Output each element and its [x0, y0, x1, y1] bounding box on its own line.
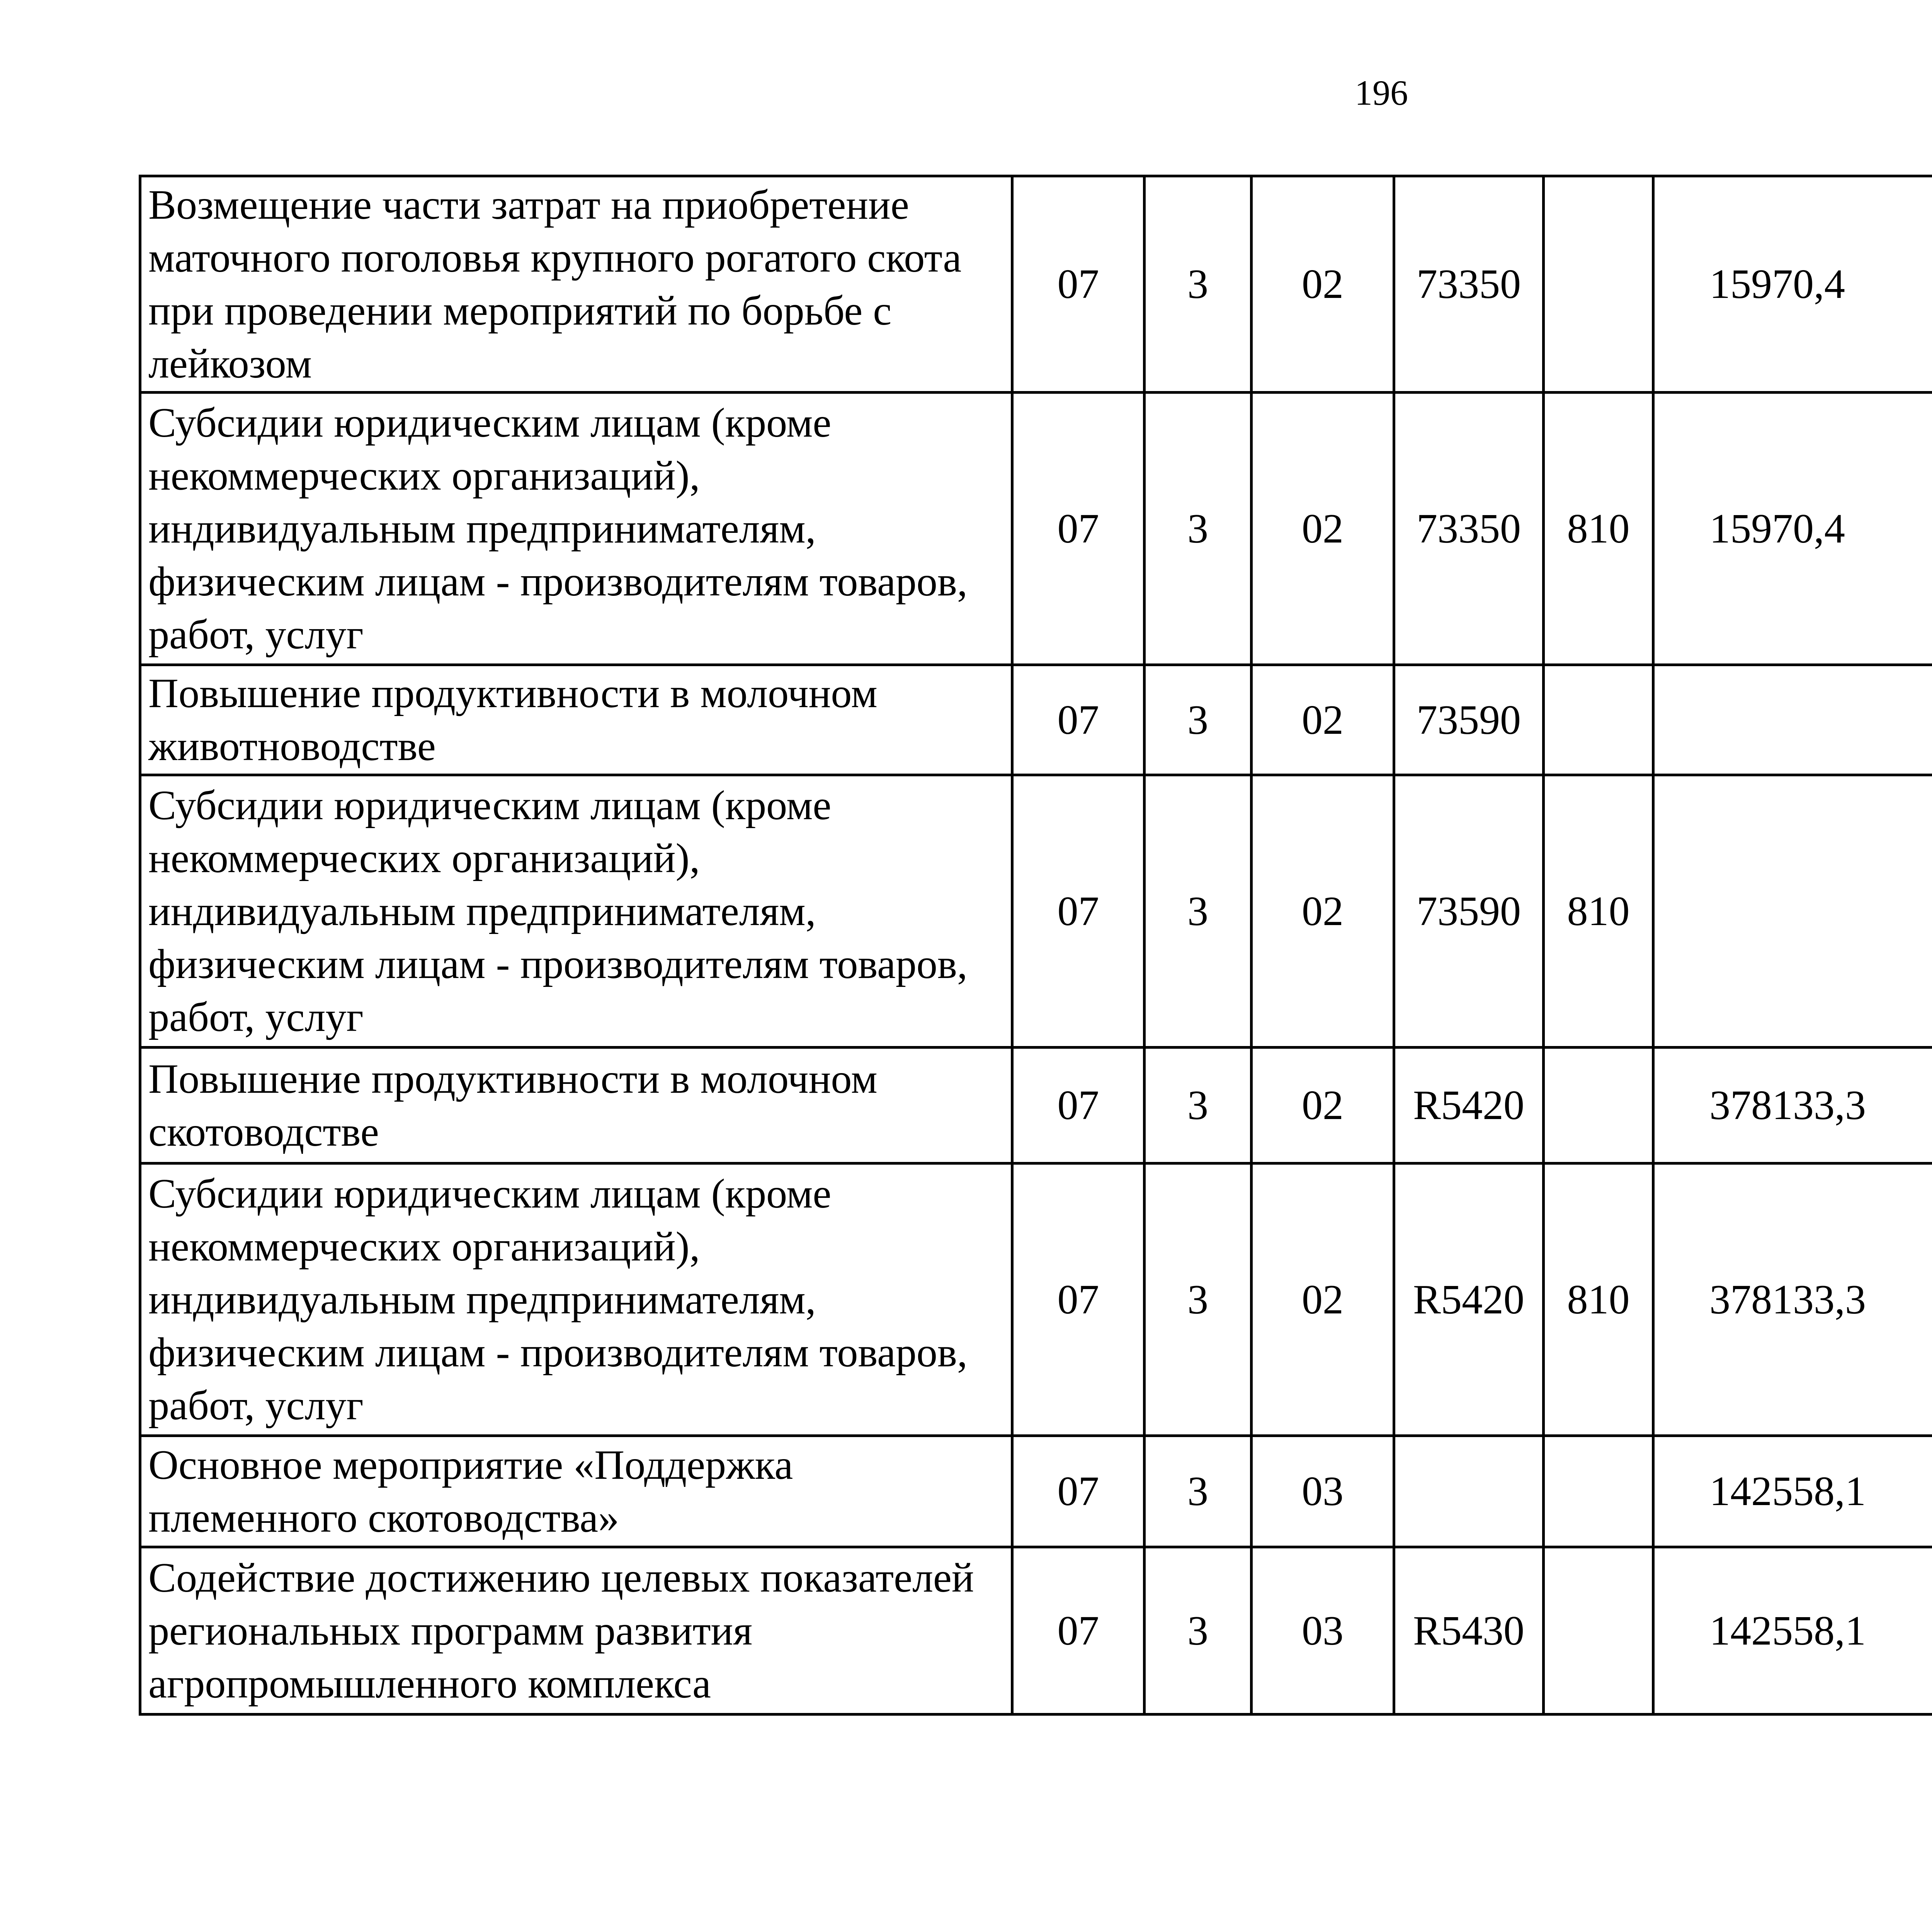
row-name: Субсидии юридическим лицам (кроме некоммерческих организаций), индивидуальным предпринимателям, физическим лицам - производителям товаров, работ, услуг: [140, 1163, 1012, 1436]
subprogram-code: 02: [1252, 1048, 1394, 1163]
subprogram-code: 02: [1252, 1163, 1394, 1436]
expense-type-code: 810: [1544, 1163, 1653, 1436]
table-row: [140, 1163, 1932, 1436]
row-name: Возмещение части затрат на приобретение маточного поголовья крупного рогатого скота при проведении мероприятий по борьбе с лейкозом: [140, 176, 1012, 393]
target-code: R5420: [1394, 1048, 1544, 1163]
row-name: Субсидии юридическим лицам (кроме некоммерческих организаций), индивидуальным предпринимателям, физическим лицам - производителям товаров, работ, услуг: [140, 393, 1012, 665]
expense-type-code: 810: [1544, 393, 1653, 665]
target-code: R5430: [1394, 1547, 1544, 1715]
table-row: [140, 176, 1932, 393]
subprogram-code: 03: [1252, 1547, 1394, 1715]
table-row: [140, 1436, 1932, 1547]
section-code: 07: [1012, 1547, 1145, 1715]
expense-type-code: [1544, 176, 1653, 393]
page-number: 196: [1355, 73, 1408, 112]
target-code: 73350: [1394, 176, 1544, 393]
row-name: Субсидии юридическим лицам (кроме некоммерческих организаций), индивидуальным предпринимателям, физическим лицам - производителям товаров, работ, услуг: [140, 775, 1012, 1048]
program-code: 3: [1145, 1436, 1252, 1547]
row-name: Повышение продуктивности в молочном скотоводстве: [140, 1048, 1012, 1163]
amount-1: [1653, 775, 1932, 1048]
budget-table: [139, 175, 1932, 1716]
section-code: 07: [1012, 176, 1145, 393]
expense-type-code: [1544, 665, 1653, 775]
program-code: 3: [1145, 393, 1252, 665]
amount-1: 142558,1: [1653, 1436, 1932, 1547]
table-row: [140, 393, 1932, 665]
target-code: 73350: [1394, 393, 1544, 665]
section-code: 07: [1012, 1048, 1145, 1163]
subprogram-code: 02: [1252, 393, 1394, 665]
amount-1: 378133,3: [1653, 1048, 1932, 1163]
table-row: [140, 665, 1932, 775]
target-code: 73590: [1394, 665, 1544, 775]
program-code: 3: [1145, 775, 1252, 1048]
program-code: 3: [1145, 1547, 1252, 1715]
program-code: 3: [1145, 176, 1252, 393]
target-code: [1394, 1436, 1544, 1547]
section-code: 07: [1012, 1163, 1145, 1436]
amount-1: 142558,1: [1653, 1547, 1932, 1715]
program-code: 3: [1145, 1048, 1252, 1163]
section-code: 07: [1012, 393, 1145, 665]
subprogram-code: 02: [1252, 176, 1394, 393]
row-name: Основное мероприятие «Поддержка племенного скотоводства»: [140, 1436, 1012, 1547]
expense-type-code: 810: [1544, 775, 1653, 1048]
amount-1: 15970,4: [1653, 393, 1932, 665]
section-code: 07: [1012, 1436, 1145, 1547]
expense-type-code: [1544, 1436, 1653, 1547]
amount-1: [1653, 665, 1932, 775]
row-name: Содействие достижению целевых показателей региональных программ развития агропромышленного комплекса: [140, 1547, 1012, 1715]
subprogram-code: 02: [1252, 775, 1394, 1048]
row-name: Повышение продуктивности в молочном животноводстве: [140, 665, 1012, 775]
table-row: [140, 775, 1932, 1048]
subprogram-code: 03: [1252, 1436, 1394, 1547]
amount-1: 15970,4: [1653, 176, 1932, 393]
program-code: 3: [1145, 665, 1252, 775]
subprogram-code: 02: [1252, 665, 1394, 775]
section-code: 07: [1012, 775, 1145, 1048]
program-code: 3: [1145, 1163, 1252, 1436]
section-code: 07: [1012, 665, 1145, 775]
target-code: 73590: [1394, 775, 1544, 1048]
table-row: [140, 1048, 1932, 1163]
expense-type-code: [1544, 1048, 1653, 1163]
target-code: R5420: [1394, 1163, 1544, 1436]
table-row: [140, 1547, 1932, 1715]
amount-1: 378133,3: [1653, 1163, 1932, 1436]
expense-type-code: [1544, 1547, 1653, 1715]
